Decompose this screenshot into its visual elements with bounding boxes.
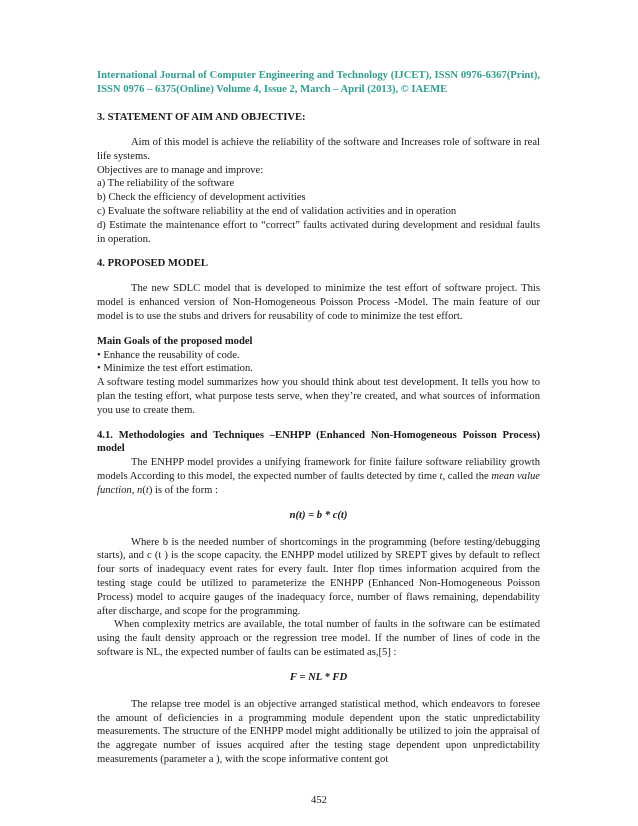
goal-item: • Enhance the reusability of code. (97, 349, 240, 361)
testing-paragraph: A software testing model summarizes how you should think about test development. It tells you how to plan the testing effort, what purpose tests serve, when they’re created, and what sources of information you use to create them. (97, 377, 540, 416)
objective-item: d) Estimate the maintenance effort to “correct” faults activated during development and residual faults in operation. (97, 219, 540, 245)
section-4-intro: The new SDLC model that is developed to minimize the test effort of software project. This model is enhanced version of Non-Homogeneous Poisson Process -Model. The main feature of our model is to use the stubs and drivers for reusability of code to minimize the test effort. (97, 283, 540, 322)
objective-item: c) Evaluate the software reliability at the end of validation activities and in operation (97, 205, 457, 217)
section-3-intro: Aim of this model is achieve the reliability of the software and Increases role of software in real life systems. (97, 137, 540, 162)
journal-header: International Journal of Computer Engineering and Technology (IJCET), ISSN 0976-6367(Print), ISSN 0976 – 6375(Online) Volume 4, Issue 2, March – April (2013), © IAEME (97, 70, 540, 95)
enhpp-paragraph: The ENHPP model provides a unifying framework for finite failure software reliability growth models According to this model, the expected number of faults detected by time t, called the mean value function, n(t) is of the form : (97, 457, 541, 496)
regression-tree-paragraph: The relapse tree model is an objective arranged statistical method, which endeavors to foresee the amount of deficiencies in a programming module dependent upon the static unpredictability measurements. The structure of the ENHPP model might additionally be utilized to join the appraisal of the aggregate number of issues acquired after the testing stage dependent upon unpredictability measurements (parameter a ), with the scope informative content got (97, 698, 540, 765)
goal-item: • Minimize the test effort estimation. (97, 363, 253, 375)
objectives-lead: Objectives are to manage and improve: (97, 164, 264, 176)
section-4-title: 4. PROPOSED MODEL (97, 258, 208, 270)
section-4-1-title: 4.1. Methodologies and Techniques –ENHPP (Enhanced Non-Homogeneous Poisson Process) model (97, 429, 540, 455)
formula-mean-value: n(t) = b * c(t) (289, 509, 348, 521)
section-3-title: 3. STATEMENT OF AIM AND OBJECTIVE: (97, 112, 306, 123)
objective-item: a) The reliability of the software (97, 178, 235, 190)
goals-title: Main Goals of the proposed model (97, 335, 253, 347)
formula-fault-estimate: F = NL * FD (289, 671, 348, 683)
complexity-paragraph: When complexity metrics are available, the total number of faults in the software can be estimated using the fault density approach or the regression tree model. If the number of lines of code in the software is NL, the expected number of faults can be estimated as,[5] : (97, 619, 540, 658)
objective-item: b) Check the efficiency of development activities (97, 192, 306, 204)
page-number: 452 (311, 795, 327, 806)
coverage-paragraph: Where b is the needed number of shortcomings in the programming (before testing/debugging starts), and c (t ) is the scope capacity. the ENHPP model utilized by SREPT gives by default to reflect four sorts of inadequacy event rates for every fault. Inter flop times information acquired from the testing stage could be utilized to parameterize the ENHPP (Enhanced Non-Homogeneous Poisson Process) model to acquire gauges of the inadequacy force, number of flaws remaining, dependability after discharge, and scope for the programming. (97, 536, 540, 617)
